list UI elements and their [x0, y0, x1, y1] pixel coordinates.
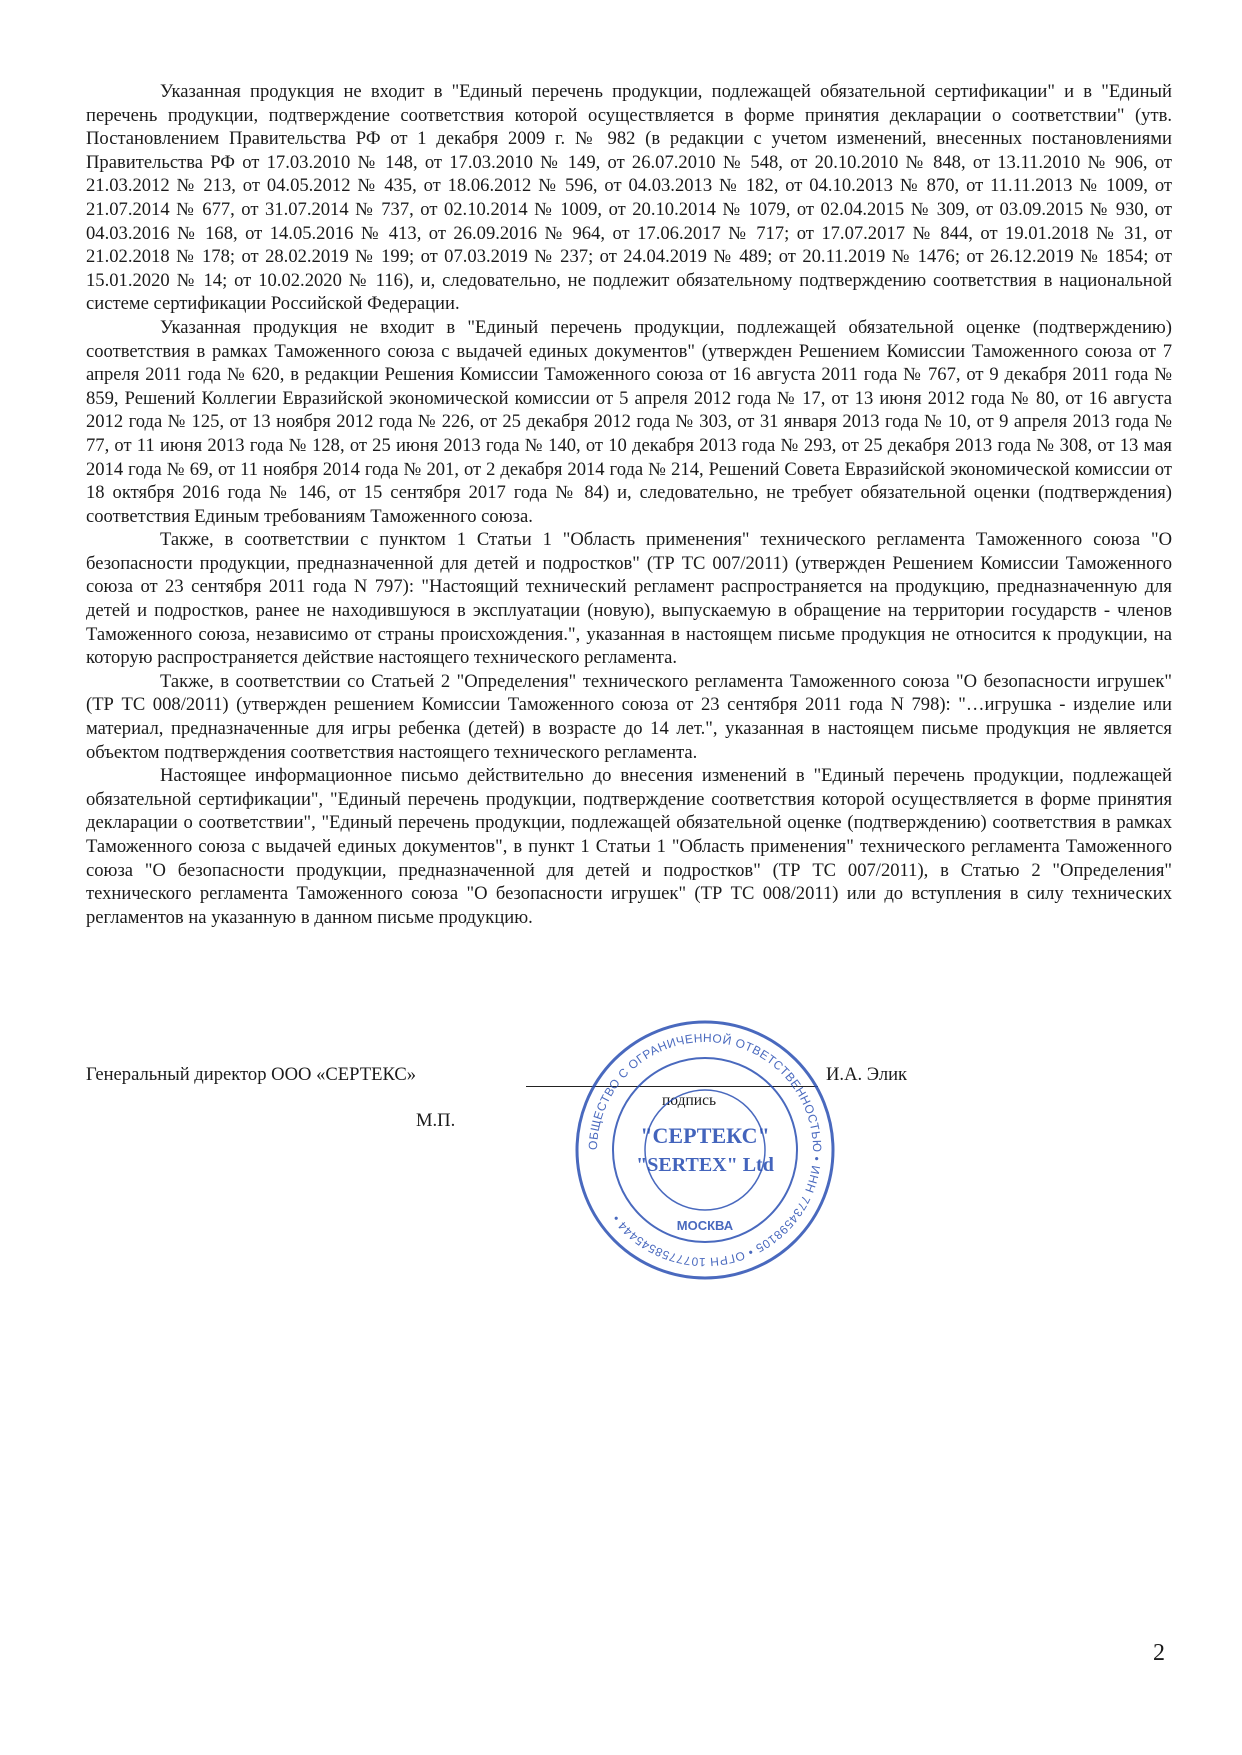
seal-city: МОСКВА [676, 1218, 734, 1233]
paragraph-validity: Настоящее информационное письмо действительно до внесения изменений в "Единый перечень продукции, подлежащей обязательной сертификации", "Единый перечень продукции, подтверждение соответствия которой осуществляется в форме принятия декларации о соответствии", "Единый перечень продукции, подлежащей обязательной оценке (подтверждению) соответствия в рамках Таможенного союза с выдачей единых документов", в пункт 1 Статьи 1 "Область применения" технического регламента Таможенного союза "О безопасности продукции, предназначенной для детей и подростков" (ТР ТС 007/2011), в Статью 2 "Определения" технического регламента Таможенного союза "О безопасности игрушек" (ТР ТС 008/2011) или до вступления в силу технических регламентов на указанную в данном письме продукцию. [86, 765, 1172, 928]
svg-text:ОБЩЕСТВО С ОГРАНИЧЕННОЙ ОТВЕТС [586, 1031, 824, 1269]
company-seal-graphic [570, 1015, 840, 1285]
seal-label: М.П. [416, 1110, 456, 1131]
letter-body [86, 80, 1172, 929]
seal-name-en: "SERTEX" Ltd [636, 1154, 774, 1176]
position-title: Генеральный директор ООО «СЕРТЕКС» [86, 1064, 417, 1085]
page-number: 2 [1153, 1640, 1165, 1666]
paragraph-tr-ts-008: Также, в соответствии со Статьей 2 "Определения" технического регламента Таможенного союза "О безопасности игрушек" (ТР ТС 008/2011) (утвержден решением Комиссии Таможенного союза от 23 сентября 2011 года N 798): "…игрушка - изделие или материал, предназначенные для игры ребенка (детей) в возрасте до 14 лет.", указанная в настоящем письме продукция не является объектом подтверждения соответствия настоящего технического регламента. [86, 670, 1172, 763]
signature-caption: подпись [662, 1092, 717, 1109]
paragraph-customs-union-list: Указанная продукция не входит в "Единый перечень продукции, подлежащей обязательной оценке (подтверждению) соответствия в рамках Таможенного союза с выдачей единых документов" (утвержден Решением Комиссии Таможенного союза от 7 апреля 2011 года № 620, в редакции Решения Комиссии Таможенного союза от 16 августа 2011 года № 767, от 9 декабря 2011 года № 859, Решений Коллегии Евразийской экономической комиссии от 5 апреля 2012 года № 17, от 13 июня 2012 года № 80, от 16 августа 2012 года № 125, от 13 ноября 2012 года № 226, от 25 декабря 2012 года № 303, от 31 января 2013 года № 10, от 9 апреля 2013 года № 77, от 11 июня 2013 года № 128, от 25 июня 2013 года № 140, от 10 декабря 2013 года № 293, от 25 декабря 2013 года № 308, от 13 мая 2014 года № 69, от 11 ноября 2014 года № 201, от 2 декабря 2014 года № 214, Решений Совета Евразийской экономической комиссии от 18 октября 2016 года № 146, от 15 сентября 2017 года № 84) и, следовательно, не требует обязательной оценки (подтверждения) соответствия Единым требованиям Таможенного союза. [86, 316, 1172, 527]
company-seal [570, 1015, 840, 1285]
seal-name-ru: "СЕРТЕКС" [640, 1123, 770, 1148]
paragraph-tr-ts-007: Также, в соответствии с пунктом 1 Статьи 1 "Область применения" технического регламента Таможенного союза "О безопасности продукции, предназначенной для детей и подростков" (ТР ТС 007/2011) (утвержден Решением Комиссии Таможенного союза от 23 сентября 2011 года N 797): "Настоящий технический регламент распространяется на продукцию, предназначенную для детей и подростков, ранее не находившуюся в эксплуатации (новую), выпускаемую в обращение на территории государств - членов Таможенного союза, независимо от страны происхождения.", указанная в настоящем письме продукция не относится к продукции, на которую распространяется действие настоящего технического регламента. [86, 529, 1172, 669]
signer-name: И.А. Элик [826, 1064, 908, 1085]
seal-ring-text: ОБЩЕСТВО С ОГРАНИЧЕННОЙ ОТВЕТСТВЕННОСТЬЮ • ИНН 7734598105 • ОГРН 1077758545444 • [585, 1030, 825, 1270]
paragraph-certification-list: Указанная продукция не входит в "Единый перечень продукции, подлежащей обязательной сертификации" и в "Единый перечень продукции, подтверждение соответствия которой осуществляется в форме принятия декларации о соответствии" (утв. Постановлением Правительства РФ от 1 декабря 2009 г. № 982 (в редакции с учетом изменений, внесенных постановлениями Правительства РФ от 17.03.2010 № 148, от 17.03.2010 № 149, от 26.07.2010 № 548, от 20.10.2010 № 848, от 13.11.2010 № 906, от 21.03.2012 № 213, от 04.05.2012 № 435, от 18.06.2012 № 596, от 04.03.2013 № 182, от 04.10.2013 № 870, от 11.11.2013 № 1009, от 21.07.2014 № 677, от 31.07.2014 № 737, от 02.10.2014 № 1009, от 20.10.2014 № 1079, от 02.04.2015 № 309, от 03.09.2015 № 930, от 04.03.2016 № 168, от 14.05.2016 № 413, от 26.09.2016 № 964, от 17.06.2017 № 717; от 17.07.2017 № 844, от 19.01.2018 № 31, от 21.02.2018 № 178; от 28.02.2019 № 199; от 07.03.2019 № 237; от 24.04.2019 № 489; от 20.11.2019 № 1476; от 26.12.2019 № 1854; от 15.01.2020 № 14; от 10.02.2020 № 116), и, следовательно, не подлежит обязательному подтверждению соответствия в национальной системе сертификации Российской Федерации. [86, 81, 1172, 315]
